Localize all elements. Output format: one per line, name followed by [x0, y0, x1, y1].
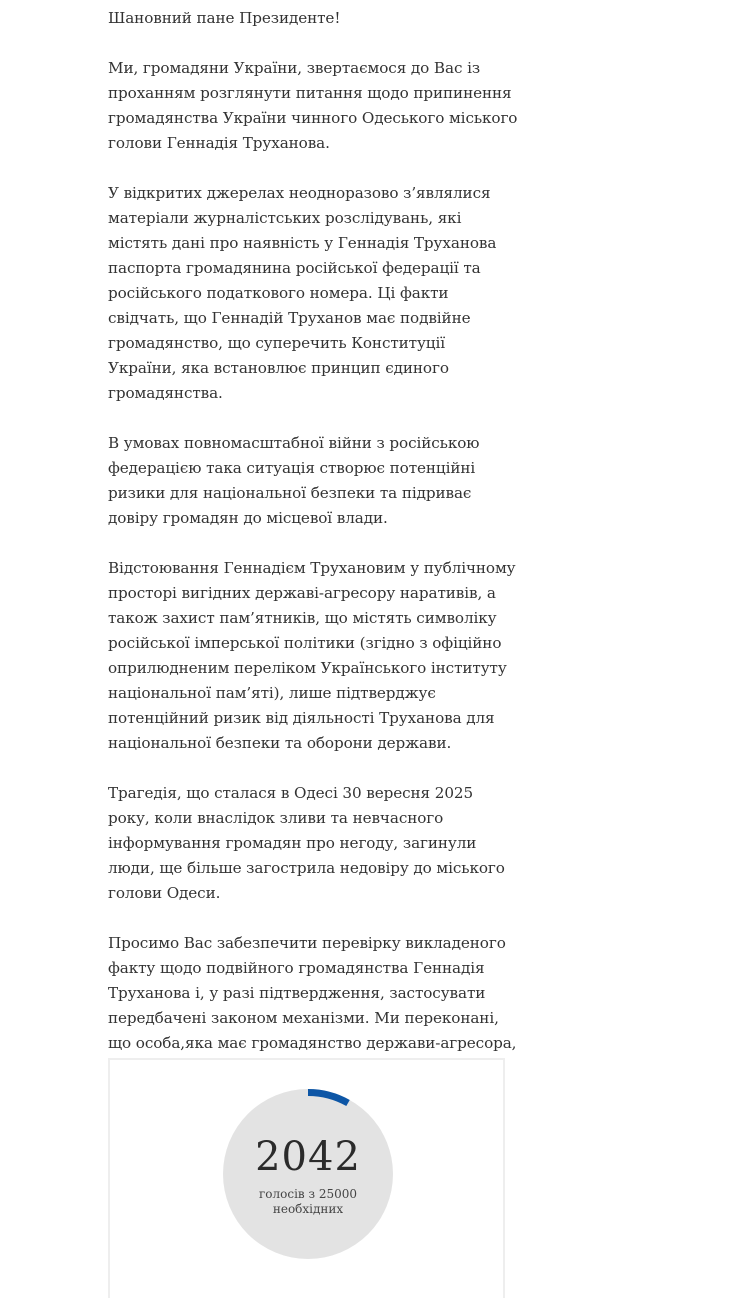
- vote-caption-line-2: необхідних: [272, 1202, 344, 1216]
- paragraph-1: Ми, громадяни України, звертаємося до Вас із проханням розглянути питання щодо припинення громадянства України чинного Одеського міського голови Геннадія Труханова.: [108, 59, 518, 152]
- vote-count: 2042: [255, 1134, 361, 1180]
- paragraph-6: Просимо Вас забезпечити перевірку викладеного факту щодо подвійного громадянства Геннадія Труханова і, у разі підтвердження, застосувати передбачені законом механізми. Ми переконані, що особа,яка має громадянство держави-агресора,: [108, 934, 517, 1052]
- gauge-label: [223, 1089, 393, 1259]
- paragraph-5: Трагедія, що сталася в Одесі 30 вересня 2025 року, коли внаслідок зливи та невчасного інформування громадян про негоду, загинули люди, ще більше загострила недовіру до міського голови Одеси.: [108, 784, 505, 902]
- paragraph-4: Відстоювання Геннадієм Трухановим у публічному просторі вигідних державі-агресору наративів, а також захист пам’ятників, що містять символіку російської імперської політики (згідно з офіційно оприлюдненим переліком Українського інституту національної пам’яті), лише підтверджує потенційний ризик від діяльності Труханова для національної безпеки та оборони держави.: [108, 559, 516, 752]
- paragraph-2: У відкритих джерелах неодноразово з’являлися матеріали журналістських розслідувань, які містять дані про наявність у Геннадія Труханова паспорта громадянина російської федерації та російського податкового номера. Ці факти свідчать, що Геннадій Труханов має подвійне громадянство, що суперечить Конституції України, яка встановлює принцип єдиного громадянства.: [108, 184, 497, 402]
- paragraph-3: В умовах повномасштабної війни з російською федерацією така ситуація створює потенційні ризики для національної безпеки та підриває довіру громадян до місцевої влади.: [108, 434, 480, 527]
- vote-counter-card: [108, 1058, 505, 1298]
- vote-caption-line-1: голосів з 25000: [258, 1187, 358, 1201]
- petition-text: [108, 6, 518, 1106]
- greeting: Шановний пане Президенте!: [108, 9, 341, 27]
- vote-caption: [223, 1187, 393, 1217]
- vote-progress-gauge: [223, 1089, 393, 1259]
